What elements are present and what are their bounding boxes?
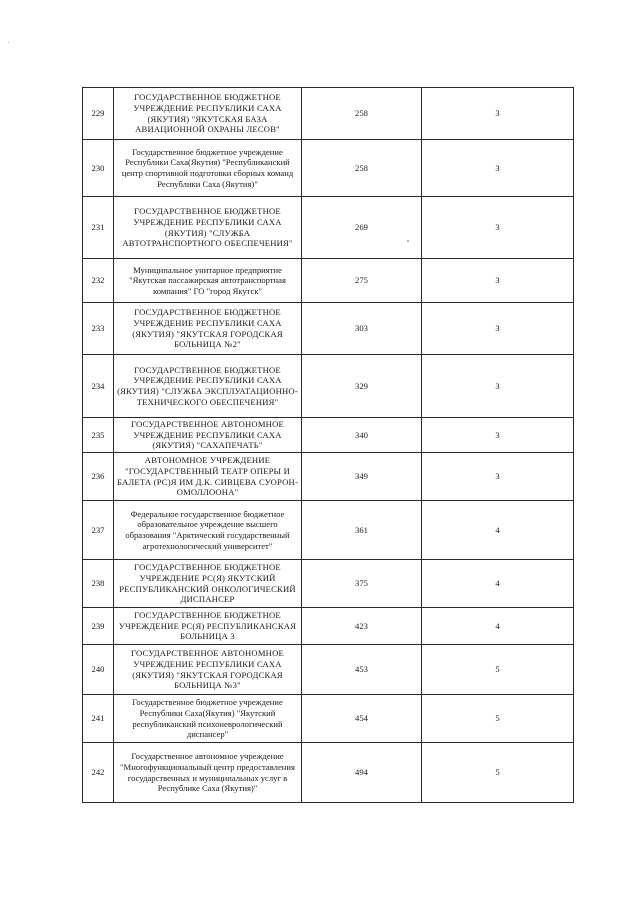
row-value: 375: [302, 560, 422, 608]
row-number: 231: [83, 197, 114, 259]
organization-name: ГОСУДАРСТВЕННОЕ БЮДЖЕТНОЕ УЧРЕЖДЕНИЕ РЕСПУБЛИКИ САХА (ЯКУТИЯ) "ЯКУТСКАЯ БАЗА АВИАЦИОННОЙ ОХРАНЫ ЛЕСОВ": [114, 88, 302, 140]
row-number: 239: [83, 608, 114, 645]
row-group: 3: [422, 197, 574, 259]
row-group: 5: [422, 695, 574, 743]
table-row: [83, 501, 574, 560]
row-value: 258: [302, 140, 422, 197]
organization-name: ГОСУДАРСТВЕННОЕ АВТОНОМНОЕ УЧРЕЖДЕНИЕ РЕСПУБЛИКИ САХА (ЯКУТИЯ) "ЯКУТСКАЯ ГОРОДСКАЯ БОЛЬНИЦА №3": [114, 645, 302, 695]
table-row: [83, 355, 574, 418]
organization-name: ГОСУДАРСТВЕННОЕ БЮДЖЕТНОЕ УЧРЕЖДЕНИЕ РС(Я) РЕСПУБЛИКАНСКАЯ БОЛЬНИЦА 3: [114, 608, 302, 645]
table-row: [83, 259, 574, 303]
table-row: [83, 418, 574, 453]
row-number: 234: [83, 355, 114, 418]
row-group: 3: [422, 140, 574, 197]
row-number: 232: [83, 259, 114, 303]
row-group: 5: [422, 645, 574, 695]
organization-name: ГОСУДАРСТВЕННОЕ БЮДЖЕТНОЕ УЧРЕЖДЕНИЕ РС(Я) ЯКУТСКИЙ РЕСПУБЛИКАНСКИЙ ОНКОЛОГИЧЕСКИЙ ДИСПАНСЕР: [114, 560, 302, 608]
table-row: [83, 453, 574, 501]
organization-name: ГОСУДАРСТВЕННОЕ БЮДЖЕТНОЕ УЧРЕЖДЕНИЕ РЕСПУБЛИКИ САХА (ЯКУТИЯ) "СЛУЖБА АВТОТРАНСПОРТНОГО ОБЕСПЕЧЕНИЯ": [114, 197, 302, 259]
scan-speck: [8, 42, 9, 43]
row-number: 241: [83, 695, 114, 743]
row-value: 258: [302, 88, 422, 140]
table-row: [83, 645, 574, 695]
row-number: 242: [83, 743, 114, 803]
row-group: 4: [422, 608, 574, 645]
row-value: 329: [302, 355, 422, 418]
row-group: 5: [422, 743, 574, 803]
table-row: [83, 88, 574, 140]
row-number: 233: [83, 303, 114, 355]
row-group: 3: [422, 88, 574, 140]
row-value: 454: [302, 695, 422, 743]
organizations-table: [82, 87, 574, 803]
row-value: 453: [302, 645, 422, 695]
row-group: 4: [422, 560, 574, 608]
table-row: [83, 197, 574, 259]
row-group: 3: [422, 303, 574, 355]
row-value: 269: [302, 197, 422, 259]
organization-name: Государственное бюджетное учреждение Республики Саха(Якутия) "Республиканский центр спортивной подготовки сборных команд Республики Саха (Якутия)": [114, 140, 302, 197]
row-group: 3: [422, 453, 574, 501]
organization-name: Государственное бюджетное учреждение Республики Саха(Якутия) "Якутский республиканский психоневрологический диспансер": [114, 695, 302, 743]
table-row: [83, 303, 574, 355]
row-value: 494: [302, 743, 422, 803]
table-row: [83, 695, 574, 743]
row-group: 3: [422, 355, 574, 418]
table-row: [83, 140, 574, 197]
table-row: [83, 560, 574, 608]
row-value: 340: [302, 418, 422, 453]
row-value: 275: [302, 259, 422, 303]
row-number: 229: [83, 88, 114, 140]
row-value: 361: [302, 501, 422, 560]
row-value: 423: [302, 608, 422, 645]
row-number: 235: [83, 418, 114, 453]
organization-name: Государственное автономное учреждение "Многофункциональный центр предоставления государственных и муниципальных услуг в Республике Саха (Якутия)": [114, 743, 302, 803]
table-row: [83, 743, 574, 803]
row-number: 237: [83, 501, 114, 560]
row-group: 3: [422, 259, 574, 303]
organization-name: Муниципальное унитарное предприятие "Якутская пассажирская автотранспортная компания" ГО "город Якутск": [114, 259, 302, 303]
organization-name: АВТОНОМНОЕ УЧРЕЖДЕНИЕ "ГОСУДАРСТВЕННЫЙ ТЕАТР ОПЕРЫ И БАЛЕТА (РС)Я ИМ Д.К. СИВЦЕВА СУОРОН-ОМОЛЛООНА": [114, 453, 302, 501]
row-number: 240: [83, 645, 114, 695]
table-row: [83, 608, 574, 645]
row-number: 230: [83, 140, 114, 197]
row-number: 238: [83, 560, 114, 608]
row-group: 4: [422, 501, 574, 560]
organization-name: ГОСУДАРСТВЕННОЕ АВТОНОМНОЕ УЧРЕЖДЕНИЕ РЕСПУБЛИКИ САХА (ЯКУТИЯ) "САХАПЕЧАТЬ": [114, 418, 302, 453]
organization-name: ГОСУДАРСТВЕННОЕ БЮДЖЕТНОЕ УЧРЕЖДЕНИЕ РЕСПУБЛИКИ САХА (ЯКУТИЯ) "СЛУЖБА ЭКСПЛУАТАЦИОННО-ТЕХНИЧЕСКОГО ОБЕСПЕЧЕНИЯ": [114, 355, 302, 418]
row-value: 303: [302, 303, 422, 355]
row-number: 236: [83, 453, 114, 501]
organization-name: ГОСУДАРСТВЕННОЕ БЮДЖЕТНОЕ УЧРЕЖДЕНИЕ РЕСПУБЛИКИ САХА (ЯКУТИЯ) "ЯКУТСКАЯ ГОРОДСКАЯ БОЛЬНИЦА №2": [114, 303, 302, 355]
row-group: 3: [422, 418, 574, 453]
scan-speck: [407, 240, 409, 242]
organization-name: Федеральное государственное бюджетное образовательное учреждение высшего образования "Арктический государственный агротехнологический университет": [114, 501, 302, 560]
row-value: 349: [302, 453, 422, 501]
